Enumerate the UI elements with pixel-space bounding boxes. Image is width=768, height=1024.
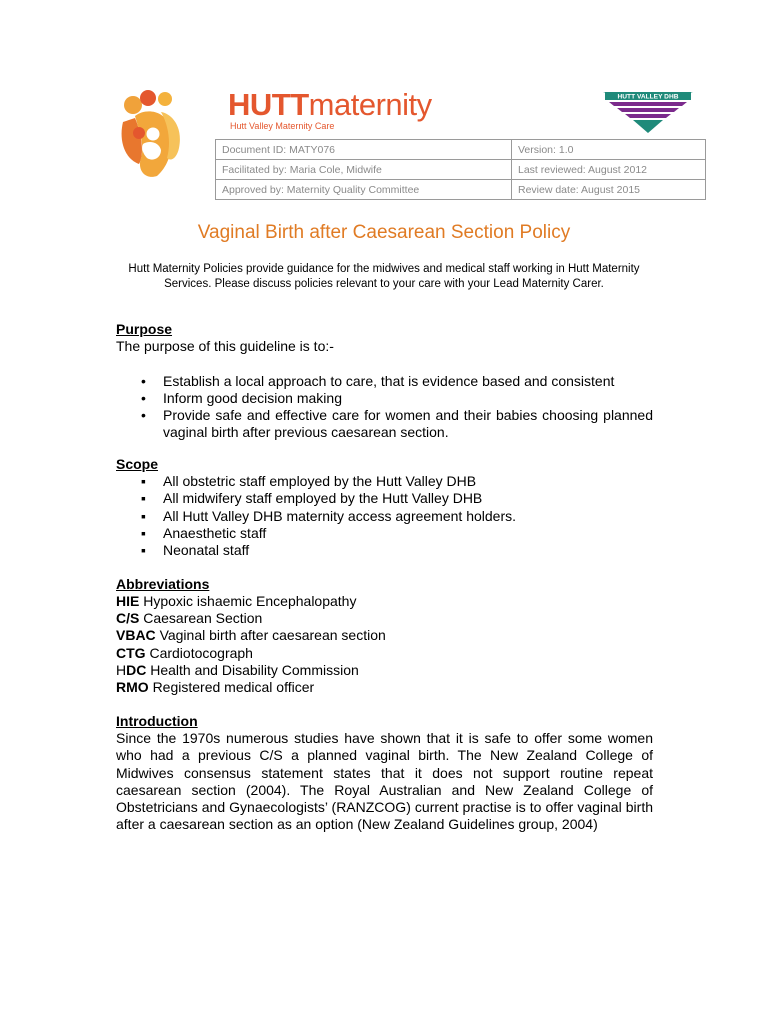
- table-row: [216, 160, 706, 180]
- bullet-marker: ▪: [141, 524, 146, 541]
- list-item: [141, 473, 653, 490]
- abbreviation-term: RMO: [116, 679, 149, 696]
- list-item-text: Neonatal staff: [163, 542, 250, 559]
- page-title: Vaginal Birth after Caesarean Section Policy: [197, 222, 571, 243]
- introduction-heading: Introduction: [116, 712, 198, 729]
- list-item-text: Establish a local approach to care, that is evidence based and consistent: [163, 372, 615, 389]
- abbreviation-item: [116, 593, 653, 610]
- brand-wordmark: [228, 88, 432, 131]
- document-body: [116, 321, 653, 834]
- abbreviation-definition: Health and Disability Commission: [150, 662, 359, 679]
- facilitated-by-cell: Facilitated by: Maria Cole, Midwife: [216, 160, 512, 180]
- table-row: [216, 180, 706, 200]
- abbreviation-item: [116, 662, 653, 679]
- brand-tagline: Hutt Valley Maternity Care: [230, 121, 335, 131]
- abbreviations-heading: Abbreviations: [116, 575, 210, 592]
- abbreviation-term: HIE: [116, 592, 140, 609]
- list-item: [141, 407, 653, 442]
- approved-by-cell: Approved by: Maternity Quality Committee: [216, 180, 512, 200]
- hutt-valley-dhb-logo-icon: [603, 92, 693, 134]
- list-item-text: Inform good decision making: [163, 389, 342, 406]
- list-item: [141, 542, 653, 559]
- abbreviation-term: CTG: [116, 644, 146, 661]
- abbreviation-definition: Cardiotocograph: [149, 644, 253, 661]
- list-item-text: All obstetric staff employed by the Hutt Valley DHB: [163, 473, 477, 490]
- abbreviation-definition: Hypoxic ishaemic Encephalopathy: [143, 592, 357, 609]
- bullet-marker: ▪: [141, 507, 146, 524]
- document-info-table: [215, 139, 706, 200]
- abbreviation-term-plain: H: [116, 662, 127, 679]
- purpose-lead: The purpose of this guideline is to:-: [116, 338, 334, 355]
- list-item: [141, 507, 653, 525]
- purpose-heading: Purpose: [116, 321, 173, 337]
- abbreviation-term: C/S: [116, 610, 140, 627]
- abbreviation-definition: Caesarean Section: [143, 610, 263, 627]
- review-date-cell: Review date: August 2015: [512, 180, 706, 200]
- list-item: [141, 389, 653, 407]
- intro-paragraph: Hutt Maternity Policies provide guidance for the midwives and medical staff working in Hutt Maternity Services. Please discuss policies relevant to your care with your Lead Maternity Carer.: [128, 263, 640, 290]
- list-item-text: Anaesthetic staff: [163, 524, 267, 541]
- purpose-list: [116, 373, 653, 442]
- bullet-marker: •: [141, 407, 146, 424]
- abbreviation-item: [116, 679, 653, 696]
- bullet-marker: ▪: [141, 490, 146, 507]
- brand-name: [228, 88, 432, 122]
- list-item-text: Provide safe and effective care for women and their babies choosing planned vaginal birth after previous caesarean section.: [163, 407, 653, 441]
- abbreviation-item: [116, 627, 653, 644]
- last-reviewed-cell: Last reviewed: August 2012: [512, 160, 706, 180]
- scope-heading: Scope: [116, 455, 159, 472]
- dhb-logo-text: HUTT VALLEY DHB: [617, 93, 679, 101]
- list-item-text: All Hutt Valley DHB maternity access agreement holders.: [163, 507, 516, 524]
- bullet-marker: ▪: [141, 473, 146, 490]
- hutt-maternity-logo-icon: [115, 88, 195, 180]
- abbreviation-term: DC: [126, 662, 147, 679]
- brand-name-bold: HUTT: [228, 87, 309, 122]
- list-item: [141, 524, 653, 542]
- brand-name-light: maternity: [308, 87, 432, 122]
- abbreviation-item: [116, 610, 653, 627]
- bullet-marker: •: [141, 389, 146, 406]
- version-cell: Version: 1.0: [512, 140, 706, 160]
- list-item: [141, 490, 653, 507]
- abbreviation-item: [116, 645, 653, 662]
- abbreviation-definition: Vaginal birth after caesarean section: [159, 627, 386, 644]
- bullet-marker: ▪: [141, 542, 146, 559]
- scope-list: [116, 473, 653, 559]
- bullet-marker: •: [141, 372, 146, 389]
- abbreviation-term: VBAC: [116, 627, 156, 644]
- table-row: [216, 140, 706, 160]
- list-item-text: All midwifery staff employed by the Hutt Valley DHB: [163, 490, 483, 507]
- introduction-paragraph: Since the 1970s numerous studies have shown that it is safe to offer some women who had a previous C/S a planned vaginal birth. The New Zealand College of Midwives consensus statement states that it does not support routine repeat caesarean section (2004). The Royal Australian and New Zealand College of Obstetricians and Gynaecologists’ (RANZCOG) current practise is to offer vaginal birth after a caesarean section as an option (New Zealand Guidelines group, 2004): [116, 729, 653, 833]
- abbreviation-definition: Registered medical officer: [152, 679, 315, 696]
- document-id-cell: Document ID: MATY076: [216, 140, 512, 160]
- list-item: [141, 372, 653, 390]
